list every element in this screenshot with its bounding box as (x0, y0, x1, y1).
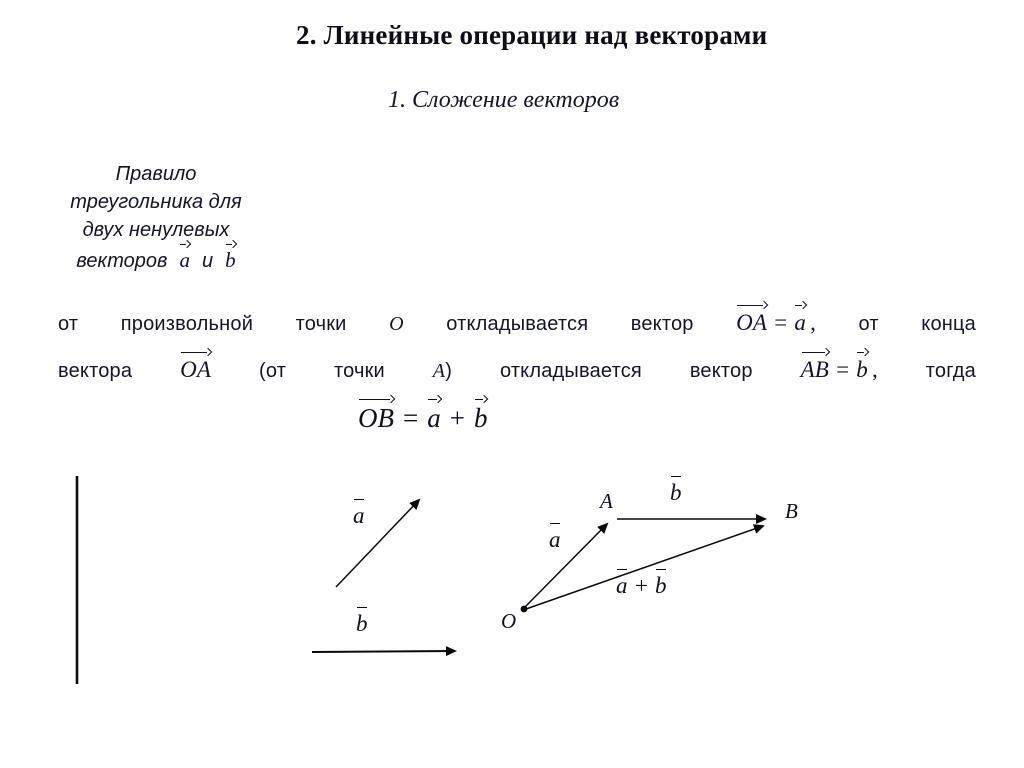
point-O-dot (521, 606, 528, 613)
vector-b-symbol: b (225, 248, 236, 272)
triangle-vector-b-label (670, 480, 682, 505)
free-vector-a-arrow (336, 500, 419, 587)
close-paren: ) (445, 360, 453, 382)
vector-a-symbol: a (549, 527, 561, 552)
point-A-label: A (600, 489, 613, 513)
word: конца (921, 313, 976, 335)
vector-AB-symbol: AB (800, 357, 830, 382)
word: точки (295, 313, 347, 335)
comma: , (810, 310, 817, 335)
word: вектор (689, 360, 753, 382)
equals-sign: = (836, 357, 850, 382)
word: откладывается (446, 313, 589, 335)
vector-OB-symbol: OB (358, 403, 394, 433)
note-word-vectors: векторов (76, 250, 168, 272)
note-conjunction: и (201, 250, 214, 272)
word: откладывается (499, 360, 642, 382)
note-line-2: треугольника для (70, 191, 242, 213)
word: от (858, 313, 879, 335)
note-line-3: двух ненулевых (82, 219, 230, 241)
vector-a-symbol: a (179, 248, 190, 272)
word: произвольной (120, 313, 254, 335)
vector-b-symbol: b (356, 611, 368, 636)
free-vector-a-label (353, 503, 365, 528)
vector-OA-symbol: OA (736, 310, 768, 335)
vector-a-symbol: a (353, 503, 365, 528)
equals-sign: = (403, 403, 419, 433)
triangle-sum-label (616, 573, 667, 598)
word: от (58, 313, 79, 335)
vector-b-symbol: b (670, 480, 682, 505)
word: вектора (58, 360, 133, 382)
vector-b-symbol: b (856, 357, 868, 382)
plus-sign: + (449, 403, 465, 433)
vector-a-symbol: a (794, 310, 807, 335)
vector-a-symbol: a (427, 403, 441, 433)
note-line-1: Правило (115, 163, 197, 185)
vector-b-symbol: b (655, 573, 667, 598)
slide-subtitle: 1. Сложение векторов (388, 87, 620, 113)
point-O-symbol: O (389, 313, 404, 335)
free-vector-b-arrow (312, 651, 455, 652)
word: точки (333, 360, 385, 382)
slide-title: 2. Линейные операции над векторами (296, 20, 768, 50)
vector-a-symbol: a (616, 573, 628, 598)
word: (от (258, 360, 287, 382)
free-vector-b-label (356, 611, 368, 636)
word: вектор (630, 313, 694, 335)
word: тогда (925, 360, 976, 382)
plus-sign: + (633, 573, 650, 598)
comma: , (871, 357, 878, 382)
point-A-symbol: A (432, 360, 446, 382)
vector-OA-symbol: OA (180, 357, 212, 382)
point-O-label: O (501, 609, 517, 633)
point-B-label: B (785, 499, 798, 523)
equals-sign: = (774, 310, 788, 335)
vector-b-symbol: b (473, 403, 488, 433)
triangle-vector-a-label (549, 527, 561, 552)
